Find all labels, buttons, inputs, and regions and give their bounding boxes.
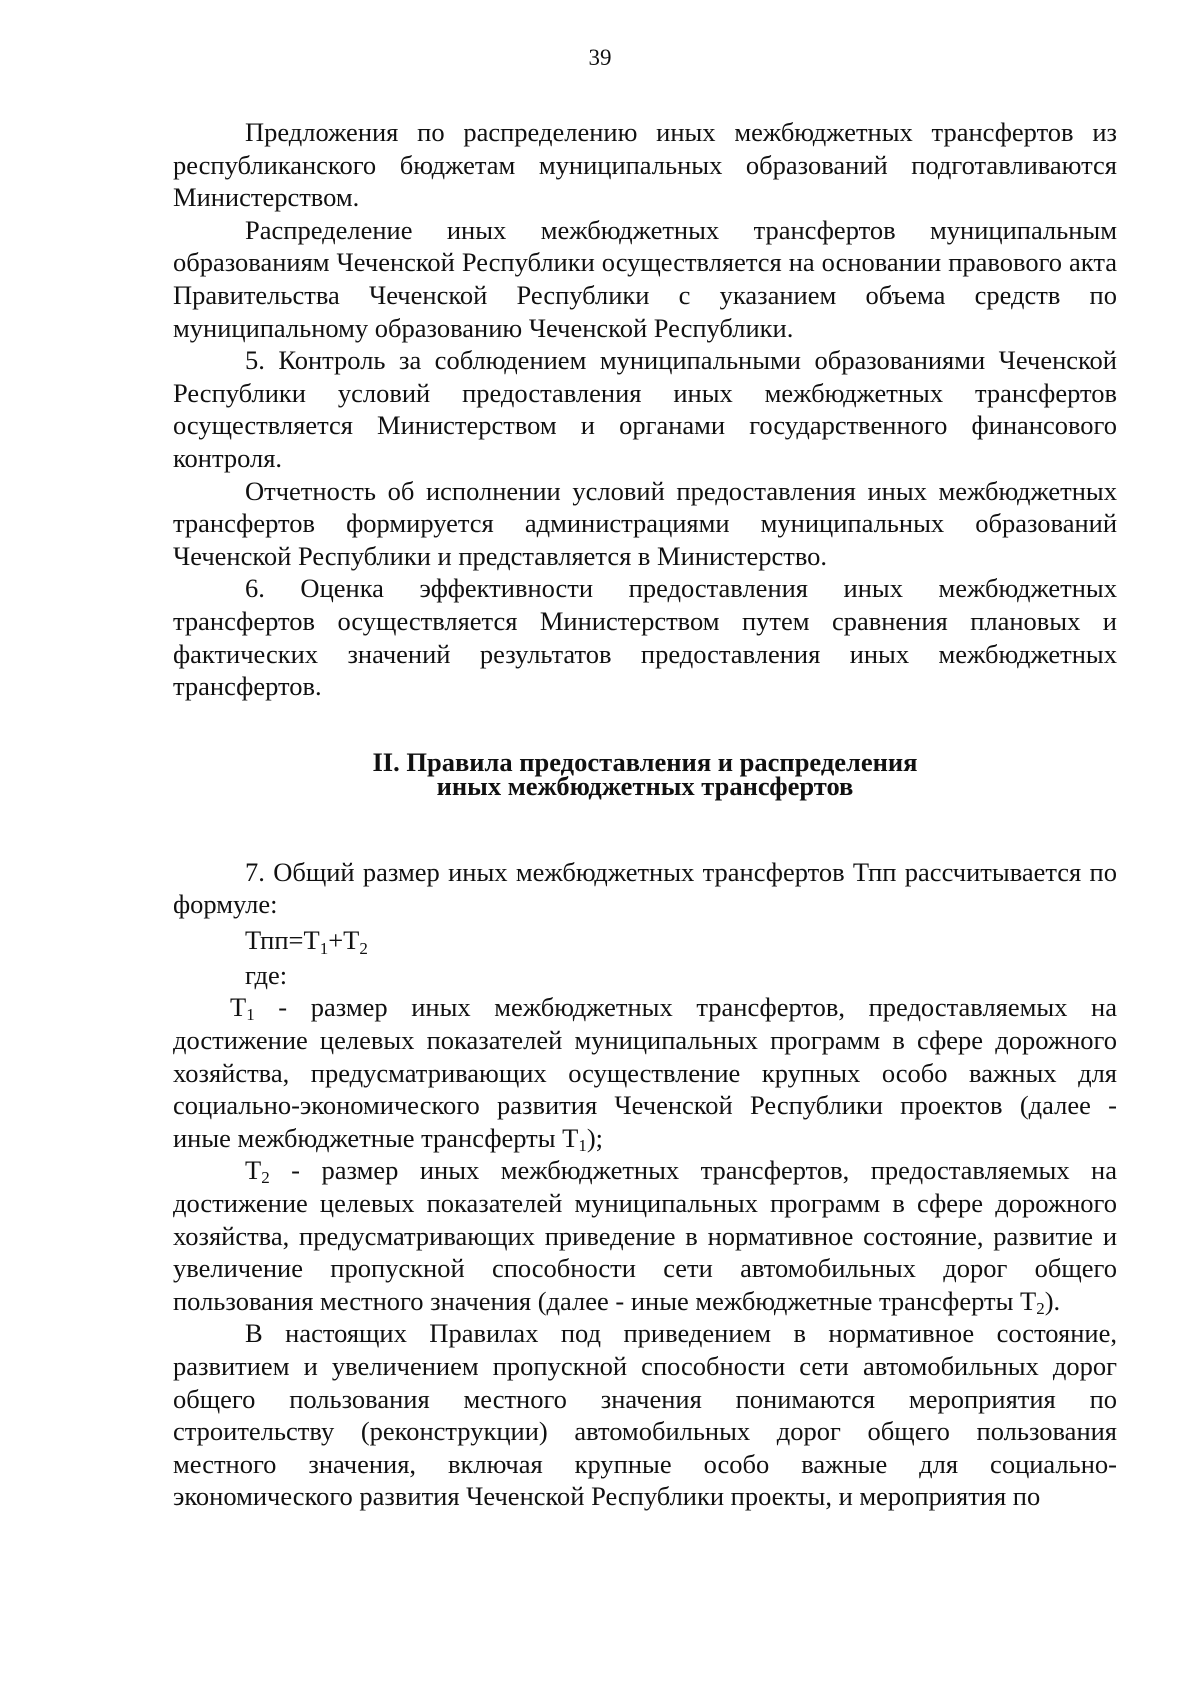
t2-definition-end: ). <box>1044 1285 1061 1316</box>
formula-t1-subscript: 1 <box>319 938 329 958</box>
paragraph-efficiency: 6. Оценка эффективности предоставления иных межбюджетных трансфертов осуществляется Министерством путем сравнения плановых и фактических значений результатов предоставления иных межбюджетных трансфертов. <box>173 573 1117 702</box>
paragraph-control: 5. Контроль за соблюдением муниципальными образованиями Чеченской Республики условий предоставления иных межбюджетных трансфертов осуществляется Министерством и органами государственного финансового контроля. <box>173 345 1117 473</box>
section-heading-line1: II. Правила предоставления и распределения <box>372 746 918 777</box>
t2-symbol: Т <box>245 1155 262 1186</box>
formula-equals: = <box>288 924 304 955</box>
t2-definition-text: - размер иных межбюджетных трансфертов, предоставляемых на достижение целевых показателей муниципальных программ в сфере дорожного хозяйства, предусматривающих приведение в нормативное состояние, развитие и увеличение пропускной способности сети автомобильных дорог общего пользования местного значения (далее - иные межбюджетные трансферты Т <box>173 1155 1117 1316</box>
t1-definition-end: ); <box>586 1122 604 1153</box>
t2-subscript: 2 <box>261 1168 270 1188</box>
paragraph-proposals: Предложения по распределению иных межбюджетных трансфертов из республиканского бюджетам муниципальных образований подготавливаются Министерством. <box>173 117 1117 213</box>
section-heading <box>173 746 1117 801</box>
t1-subscript: 1 <box>246 1005 255 1025</box>
document-body <box>173 116 1117 1513</box>
t1-symbol: Т <box>230 992 247 1023</box>
formula-t2-symbol: Т <box>343 924 360 955</box>
formula-where: где: <box>245 959 288 990</box>
t1-end-subscript: 1 <box>578 1135 587 1155</box>
paragraph-t1-definition <box>173 991 1117 1154</box>
paragraph-reporting: Отчетность об исполнении условий предоставления иных межбюджетных трансфертов формируется администрациями муниципальных образований Чеченской Республики и представляется в Министерство. <box>173 475 1117 571</box>
t2-end-subscript: 2 <box>1036 1298 1045 1318</box>
paragraph-distribution: Распределение иных межбюджетных трансфертов муниципальным образованиям Чеченской Республики осуществляется на основании правового акта Правительства Чеченской Республики с указанием объема средств по муниципальному образованию Чеченской Республики. <box>173 214 1117 343</box>
formula-t2-subscript: 2 <box>359 938 368 958</box>
heading-spacer <box>173 798 1117 856</box>
paragraph-item-7: 7. Общий размер иных межбюджетных трансфертов Тпп рассчитывается по формуле: <box>173 856 1117 920</box>
formula-t1-symbol: Т <box>303 924 320 955</box>
page-number: 39 <box>588 45 612 70</box>
paragraph-t2-definition <box>173 1154 1117 1317</box>
section-heading-line2: иных межбюджетных трансфертов <box>436 770 854 801</box>
formula-lhs: Тпп <box>245 924 289 955</box>
t1-definition-text: - размер иных межбюджетных трансфертов, предоставляемых на достижение целевых показателей муниципальных программ в сфере дорожного хозяйства, предусматривающих осуществление крупных особо важных для социально-экономического развития Чеченской Республики проектов (далее - иные межбюджетные трансферты Т <box>173 992 1117 1153</box>
paragraph-definitions-in-rules: В настоящих Правилах под приведением в нормативное состояние, развитием и увеличением пропускной способности сети автомобильных дорог общего пользования местного значения понимаются мероприятия по строительству (реконструкции) автомобильных дорог общего пользования местного значения, включая крупные особо важные для социально-экономического развития Чеченской Республики проекты, и мероприятия по <box>173 1318 1117 1512</box>
formula-plus: + <box>328 924 344 955</box>
formula-total-transfers <box>173 921 1117 959</box>
